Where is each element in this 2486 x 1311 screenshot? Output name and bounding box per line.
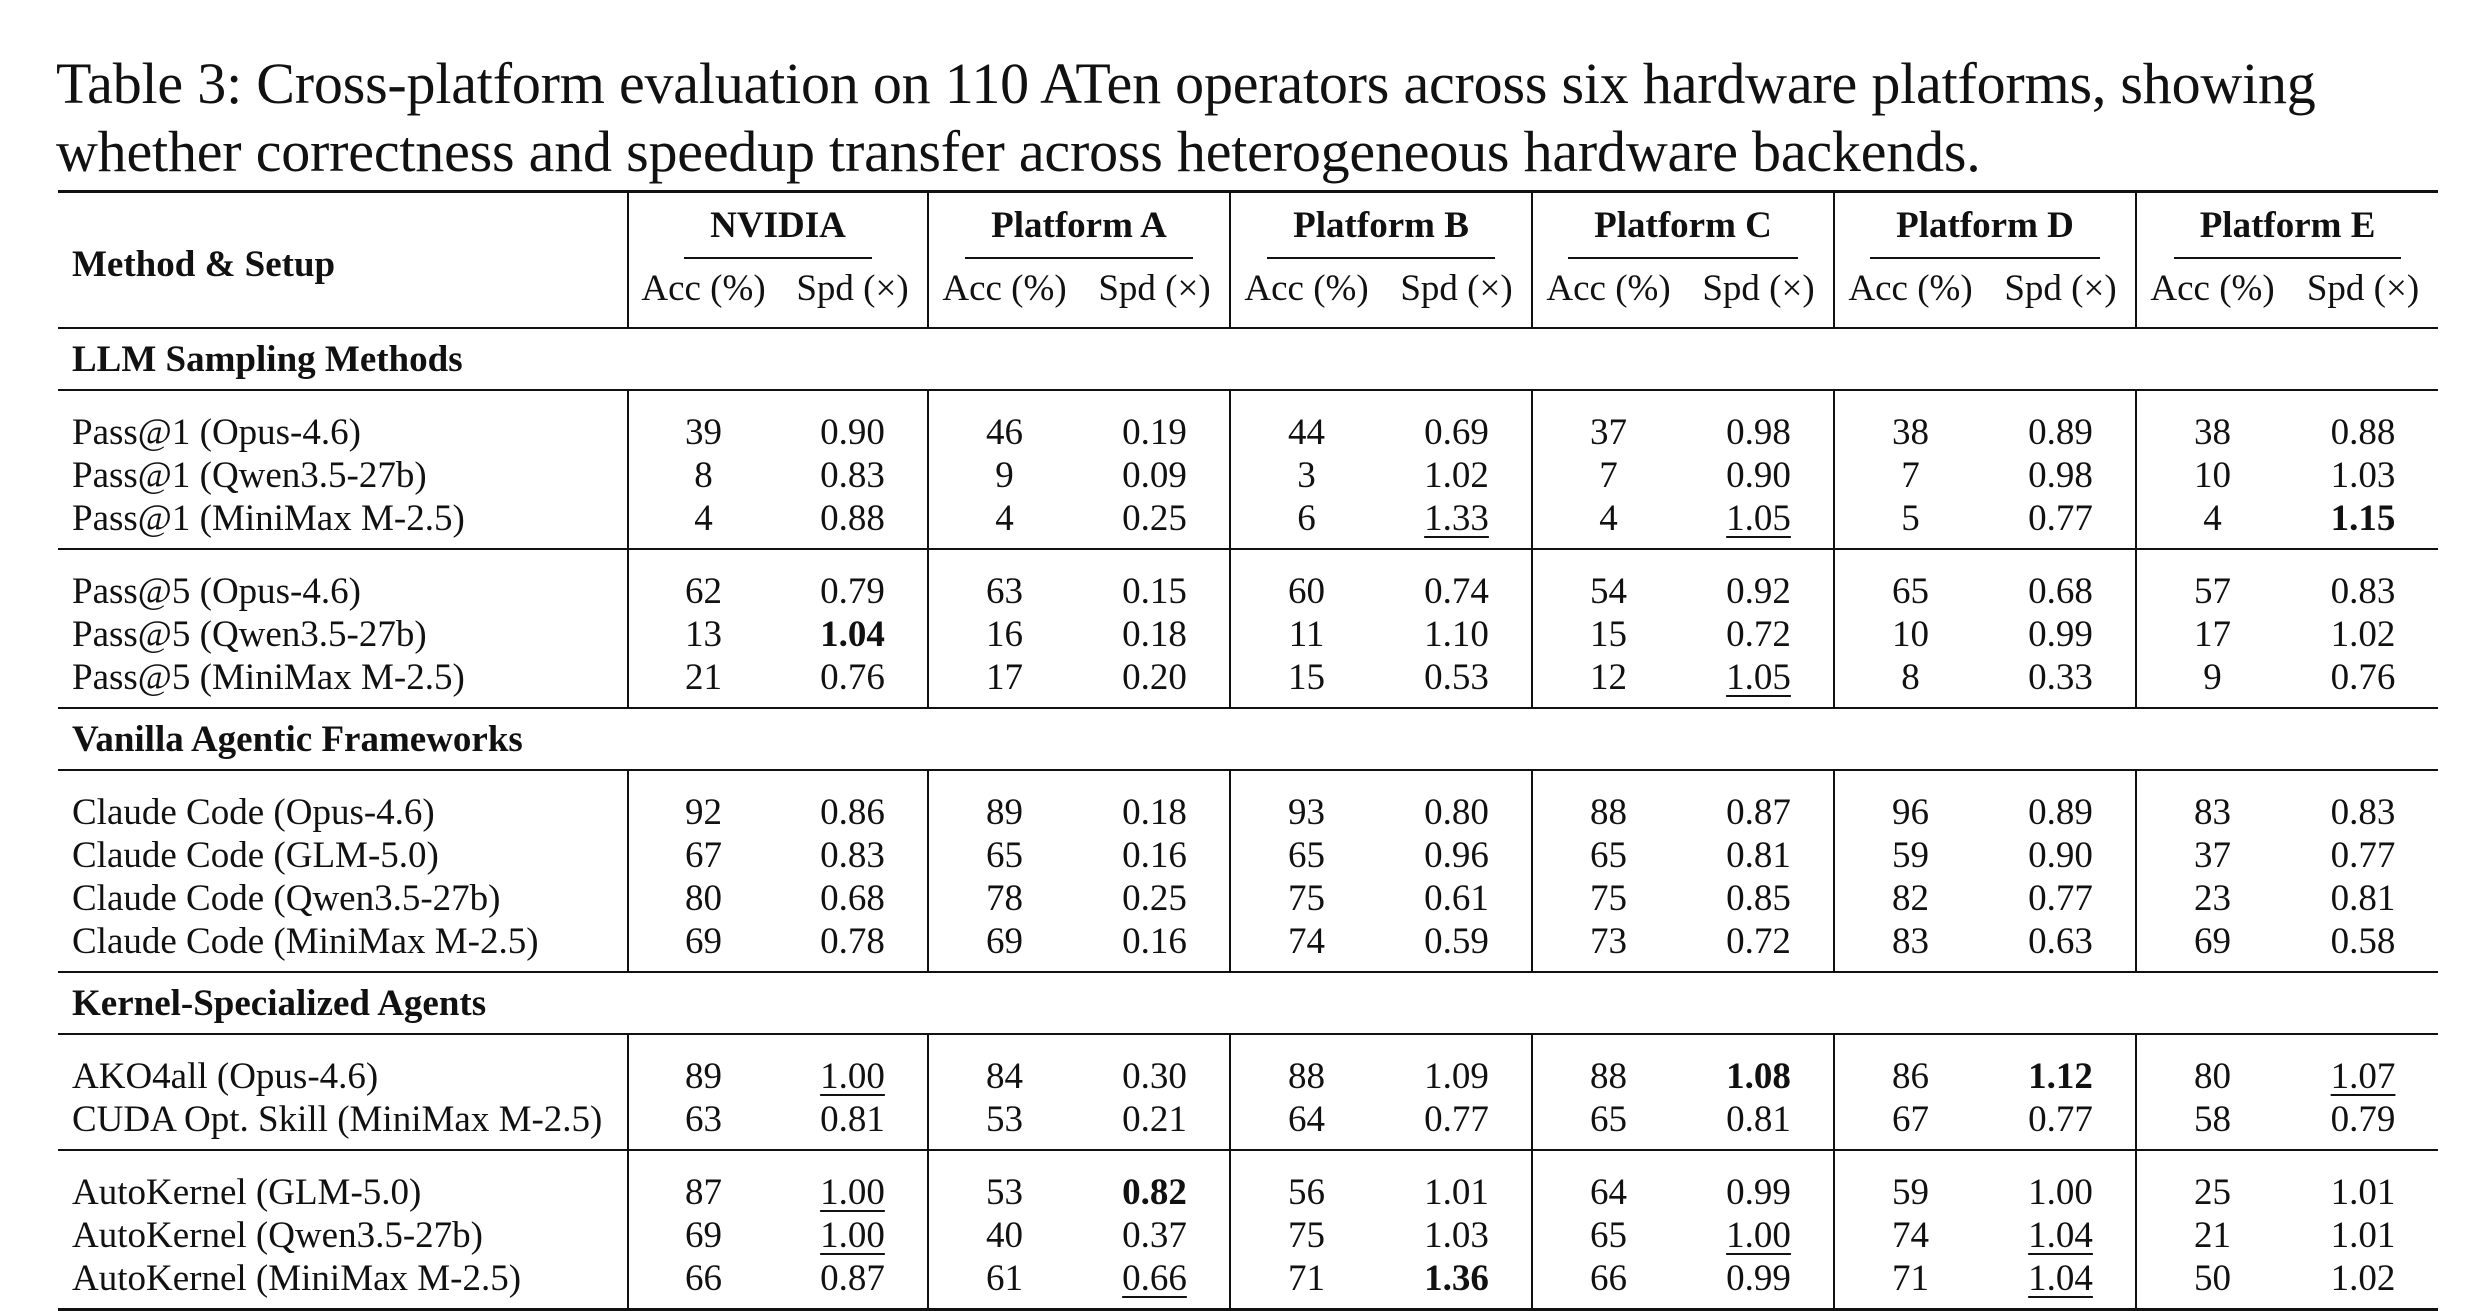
spd-cell: 1.33: [1424, 498, 1489, 539]
spd-cell: 0.80: [1382, 770, 1532, 834]
spd-cell: 1.02: [2288, 1257, 2438, 1310]
spd-cell: 1.03: [1424, 1215, 1489, 1256]
spd-cell: 0.18: [1122, 614, 1187, 655]
spd-cell: 0.19: [1080, 390, 1230, 454]
spd-cell: 1.00: [820, 1215, 885, 1256]
acc-cell: 75: [1532, 877, 1684, 920]
spd-cell: 1.02: [1424, 455, 1489, 496]
spd-cell: 1.00: [1726, 1215, 1791, 1256]
acc-cell: 83: [2136, 770, 2288, 834]
acc-cell: 57: [2136, 549, 2288, 613]
table-row: [58, 497, 2438, 549]
spd-column-header: Spd (×): [796, 267, 909, 309]
acc-cell: 71: [1834, 1257, 1986, 1310]
method-cell: Pass@5 (Qwen3.5-27b): [72, 614, 427, 655]
acc-cell: 75: [1230, 877, 1382, 920]
spd-cell: 0.72: [1726, 614, 1791, 655]
platform-header-a: Platform A: [928, 192, 1230, 262]
spd-cell: 0.30: [1080, 1034, 1230, 1098]
spd-cell: 0.83: [820, 835, 885, 876]
table-row: [58, 549, 2438, 613]
acc-cell: 54: [1532, 549, 1684, 613]
table-row: [58, 920, 2438, 972]
acc-cell: 59: [1834, 834, 1986, 877]
spd-cell: 1.01: [1382, 1150, 1532, 1214]
acc-cell: 15: [1532, 613, 1684, 656]
acc-cell: 78: [928, 877, 1080, 920]
acc-cell: 38: [2136, 390, 2288, 454]
spd-cell: 1.00: [778, 1034, 928, 1098]
spd-cell: 0.68: [1986, 549, 2136, 613]
acc-cell: 75: [1230, 1214, 1382, 1257]
acc-cell: 61: [928, 1257, 1080, 1310]
acc-column-header: Acc (%): [1834, 261, 1986, 328]
acc-cell: 69: [628, 920, 778, 972]
acc-cell: 4: [628, 497, 778, 549]
spd-cell: 1.01: [2330, 1215, 2396, 1256]
method-cell: CUDA Opt. Skill (MiniMax M-2.5): [72, 1099, 603, 1140]
acc-cell: 89: [628, 1034, 778, 1098]
method-cell: Pass@5 (MiniMax M-2.5): [72, 657, 465, 698]
method-cell: Claude Code (Qwen3.5-27b): [72, 878, 501, 919]
spd-cell: 0.69: [1382, 390, 1532, 454]
acc-cell: 88: [1532, 1034, 1684, 1098]
acc-column-header: Acc (%): [2136, 261, 2288, 328]
table-row: [58, 877, 2438, 920]
spd-cell: 0.21: [1122, 1099, 1187, 1140]
method-cell: Pass@5 (Opus-4.6): [58, 549, 628, 613]
acc-column-header: Acc (%): [928, 261, 1080, 328]
spd-cell: 0.16: [1122, 921, 1187, 962]
acc-cell: 21: [2136, 1214, 2288, 1257]
method-cell: Pass@1 (MiniMax M-2.5): [72, 498, 465, 539]
spd-cell: 1.04: [2028, 1215, 2093, 1256]
method-cell: Claude Code (GLM-5.0): [72, 835, 439, 876]
spd-cell: 0.59: [1424, 921, 1489, 962]
acc-cell: 80: [2136, 1034, 2288, 1098]
spd-cell: 0.99: [1684, 1257, 1834, 1310]
spd-cell: 0.37: [1122, 1215, 1187, 1256]
spd-cell: 1.09: [1382, 1034, 1532, 1098]
spd-cell: 1.04: [1986, 1257, 2136, 1310]
acc-cell: 10: [2136, 454, 2288, 497]
acc-column-header: Acc (%): [1532, 261, 1684, 328]
acc-cell: 93: [1230, 770, 1382, 834]
acc-cell: 23: [2136, 877, 2288, 920]
acc-cell: 83: [1834, 920, 1986, 972]
acc-cell: 73: [1532, 920, 1684, 972]
section-title: LLM Sampling Methods: [58, 328, 2438, 390]
spd-cell: 0.81: [820, 1099, 885, 1140]
acc-cell: 92: [628, 770, 778, 834]
platform-header-c: Platform C: [1532, 192, 1834, 262]
table-row: [58, 1034, 2438, 1098]
acc-cell: 65: [928, 834, 1080, 877]
acc-cell: 16: [928, 613, 1080, 656]
acc-cell: 65: [1532, 1098, 1684, 1150]
spd-cell: 0.72: [1726, 921, 1791, 962]
acc-cell: 65: [1532, 1214, 1684, 1257]
spd-cell: 0.90: [2028, 835, 2093, 876]
spd-cell: 0.79: [778, 549, 928, 613]
spd-cell: 0.58: [2330, 921, 2396, 962]
acc-cell: 86: [1834, 1034, 1986, 1098]
acc-cell: 17: [2136, 613, 2288, 656]
spd-cell: 0.76: [820, 657, 885, 698]
acc-cell: 39: [628, 390, 778, 454]
acc-cell: 17: [928, 656, 1080, 708]
spd-cell: 1.05: [1726, 657, 1791, 698]
acc-cell: 66: [1532, 1257, 1684, 1310]
results-table: [58, 190, 2438, 1311]
acc-cell: 59: [1834, 1150, 1986, 1214]
acc-cell: 82: [1834, 877, 1986, 920]
spd-cell: 0.77: [2028, 1099, 2093, 1140]
acc-cell: 69: [2136, 920, 2288, 972]
acc-cell: 53: [928, 1098, 1080, 1150]
spd-cell: 0.85: [1726, 878, 1791, 919]
spd-cell: 0.33: [2028, 657, 2093, 698]
spd-cell: 0.15: [1080, 549, 1230, 613]
spd-cell: 1.05: [1726, 498, 1791, 539]
acc-cell: 40: [928, 1214, 1080, 1257]
acc-cell: 9: [928, 454, 1080, 497]
acc-cell: 9: [2136, 656, 2288, 708]
platform-header-nvidia: NVIDIA: [628, 192, 928, 262]
spd-cell: 0.20: [1122, 657, 1187, 698]
table-row: [58, 1150, 2438, 1214]
acc-cell: 64: [1532, 1150, 1684, 1214]
spd-cell: 0.77: [2028, 498, 2093, 539]
table-body: [58, 328, 2438, 1310]
acc-cell: 5: [1834, 497, 1986, 549]
spd-cell: 0.74: [1382, 549, 1532, 613]
acc-cell: 74: [1834, 1214, 1986, 1257]
method-cell: AKO4all (Opus-4.6): [58, 1034, 628, 1098]
section-header-row: [58, 328, 2438, 390]
spd-cell: 0.68: [820, 878, 885, 919]
acc-cell: 80: [628, 877, 778, 920]
table-row: [58, 1257, 2438, 1310]
platform-header-e: Platform E: [2136, 192, 2438, 262]
spd-column-header: Spd (×): [2004, 267, 2117, 309]
spd-cell: 0.86: [778, 770, 928, 834]
section-title: Kernel-Specialized Agents: [58, 972, 2438, 1034]
acc-cell: 67: [1834, 1098, 1986, 1150]
spd-cell: 1.07: [2288, 1034, 2438, 1098]
spd-cell: 1.03: [2330, 455, 2396, 496]
spd-cell: 0.66: [1080, 1257, 1230, 1310]
spd-column-header: Spd (×): [2306, 267, 2420, 309]
acc-cell: 15: [1230, 656, 1382, 708]
acc-cell: 89: [928, 770, 1080, 834]
platform-header-d: Platform D: [1834, 192, 2136, 262]
spd-cell: 0.78: [820, 921, 885, 962]
acc-cell: 56: [1230, 1150, 1382, 1214]
spd-cell: 0.81: [2330, 878, 2396, 919]
spd-cell: 0.87: [778, 1257, 928, 1310]
method-cell: Pass@1 (Qwen3.5-27b): [72, 455, 427, 496]
spd-cell: 0.90: [778, 390, 928, 454]
spd-cell: 1.15: [2330, 498, 2396, 539]
acc-cell: 66: [628, 1257, 778, 1310]
acc-cell: 63: [628, 1098, 778, 1150]
spd-cell: 0.81: [1726, 835, 1791, 876]
table-row: [58, 770, 2438, 834]
header-row-platforms: [58, 192, 2438, 262]
table-caption: Table 3: Cross-platform evaluation on 110 ATen operators across six hardware platforms, showing whether correctness and speedup transfer across heterogeneous hardware backends.: [56, 51, 2316, 184]
acc-cell: 6: [1230, 497, 1382, 549]
spd-cell: 0.99: [2028, 614, 2093, 655]
acc-cell: 12: [1532, 656, 1684, 708]
acc-column-header: Acc (%): [628, 261, 778, 328]
spd-cell: 0.25: [1122, 498, 1187, 539]
spd-cell: 0.63: [2028, 921, 2093, 962]
method-column-header: Method & Setup: [58, 192, 628, 329]
spd-column-header: Spd (×): [1702, 267, 1815, 309]
spd-cell: 0.89: [1986, 390, 2136, 454]
acc-cell: 11: [1230, 613, 1382, 656]
acc-cell: 7: [1532, 454, 1684, 497]
acc-cell: 13: [628, 613, 778, 656]
acc-cell: 3: [1230, 454, 1382, 497]
spd-cell: 0.09: [1122, 455, 1187, 496]
section-header-row: [58, 708, 2438, 770]
spd-cell: 0.16: [1122, 835, 1187, 876]
table-row: [58, 454, 2438, 497]
acc-cell: 65: [1230, 834, 1382, 877]
table-row: [58, 1098, 2438, 1150]
spd-cell: 0.77: [1424, 1099, 1489, 1140]
acc-cell: 46: [928, 390, 1080, 454]
table-header: [58, 192, 2438, 329]
acc-cell: 38: [1834, 390, 1986, 454]
acc-cell: 37: [2136, 834, 2288, 877]
method-cell: Claude Code (MiniMax M-2.5): [72, 921, 539, 962]
spd-cell: 0.77: [2028, 878, 2093, 919]
method-cell: AutoKernel (GLM-5.0): [58, 1150, 628, 1214]
spd-cell: 0.96: [1424, 835, 1489, 876]
spd-cell: 0.98: [2028, 455, 2093, 496]
spd-cell: 0.77: [2330, 835, 2396, 876]
spd-cell: 0.81: [1726, 1099, 1791, 1140]
acc-cell: 69: [928, 920, 1080, 972]
spd-cell: 1.01: [2288, 1150, 2438, 1214]
spd-cell: 0.90: [1726, 455, 1791, 496]
acc-cell: 65: [1834, 549, 1986, 613]
spd-column-header: Spd (×): [1400, 267, 1513, 309]
method-cell: AutoKernel (Qwen3.5-27b): [72, 1215, 483, 1256]
spd-cell: 0.82: [1080, 1150, 1230, 1214]
acc-cell: 62: [628, 549, 778, 613]
spd-cell: 0.99: [1684, 1150, 1834, 1214]
acc-cell: 84: [928, 1034, 1080, 1098]
acc-cell: 4: [928, 497, 1080, 549]
acc-cell: 60: [1230, 549, 1382, 613]
spd-cell: 1.00: [778, 1150, 928, 1214]
acc-cell: 67: [628, 834, 778, 877]
platform-header-b: Platform B: [1230, 192, 1532, 262]
spd-cell: 0.92: [1684, 549, 1834, 613]
spd-cell: 0.79: [2330, 1099, 2396, 1140]
spd-cell: 0.83: [820, 455, 885, 496]
acc-cell: 21: [628, 656, 778, 708]
spd-cell: 0.88: [820, 498, 885, 539]
spd-cell: 0.98: [1684, 390, 1834, 454]
section-title: Vanilla Agentic Frameworks: [58, 708, 2438, 770]
acc-cell: 65: [1532, 834, 1684, 877]
spd-column-header: Spd (×): [1098, 267, 1211, 309]
spd-cell: 1.10: [1424, 614, 1489, 655]
table-row: [58, 390, 2438, 454]
method-cell: Pass@1 (Opus-4.6): [58, 390, 628, 454]
spd-cell: 0.61: [1424, 878, 1489, 919]
spd-cell: 0.25: [1122, 878, 1187, 919]
spd-cell: 0.53: [1424, 657, 1489, 698]
table-row: [58, 834, 2438, 877]
table-row: [58, 656, 2438, 708]
spd-cell: 0.76: [2330, 657, 2396, 698]
spd-cell: 0.87: [1684, 770, 1834, 834]
spd-cell: 1.00: [1986, 1150, 2136, 1214]
acc-cell: 64: [1230, 1098, 1382, 1150]
spd-cell: 1.02: [2330, 614, 2396, 655]
spd-cell: 0.88: [2288, 390, 2438, 454]
acc-cell: 53: [928, 1150, 1080, 1214]
acc-cell: 63: [928, 549, 1080, 613]
spd-cell: 0.83: [2288, 770, 2438, 834]
spd-cell: 1.08: [1684, 1034, 1834, 1098]
spd-cell: 0.18: [1080, 770, 1230, 834]
acc-cell: 8: [628, 454, 778, 497]
acc-cell: 71: [1230, 1257, 1382, 1310]
acc-cell: 8: [1834, 656, 1986, 708]
acc-cell: 4: [2136, 497, 2288, 549]
spd-cell: 1.36: [1382, 1257, 1532, 1310]
acc-cell: 37: [1532, 390, 1684, 454]
acc-cell: 74: [1230, 920, 1382, 972]
acc-cell: 44: [1230, 390, 1382, 454]
acc-cell: 25: [2136, 1150, 2288, 1214]
method-cell: AutoKernel (MiniMax M-2.5): [58, 1257, 628, 1310]
table-row: [58, 613, 2438, 656]
acc-column-header: Acc (%): [1230, 261, 1382, 328]
section-header-row: [58, 972, 2438, 1034]
acc-cell: 10: [1834, 613, 1986, 656]
acc-cell: 4: [1532, 497, 1684, 549]
spd-cell: 0.83: [2288, 549, 2438, 613]
method-cell: Claude Code (Opus-4.6): [58, 770, 628, 834]
spd-cell: 1.12: [1986, 1034, 2136, 1098]
acc-cell: 7: [1834, 454, 1986, 497]
spd-cell: 0.89: [1986, 770, 2136, 834]
acc-cell: 87: [628, 1150, 778, 1214]
acc-cell: 69: [628, 1214, 778, 1257]
table-row: [58, 1214, 2438, 1257]
acc-cell: 88: [1532, 770, 1684, 834]
acc-cell: 58: [2136, 1098, 2288, 1150]
spd-cell: 1.04: [820, 614, 885, 655]
acc-cell: 50: [2136, 1257, 2288, 1310]
acc-cell: 96: [1834, 770, 1986, 834]
acc-cell: 88: [1230, 1034, 1382, 1098]
